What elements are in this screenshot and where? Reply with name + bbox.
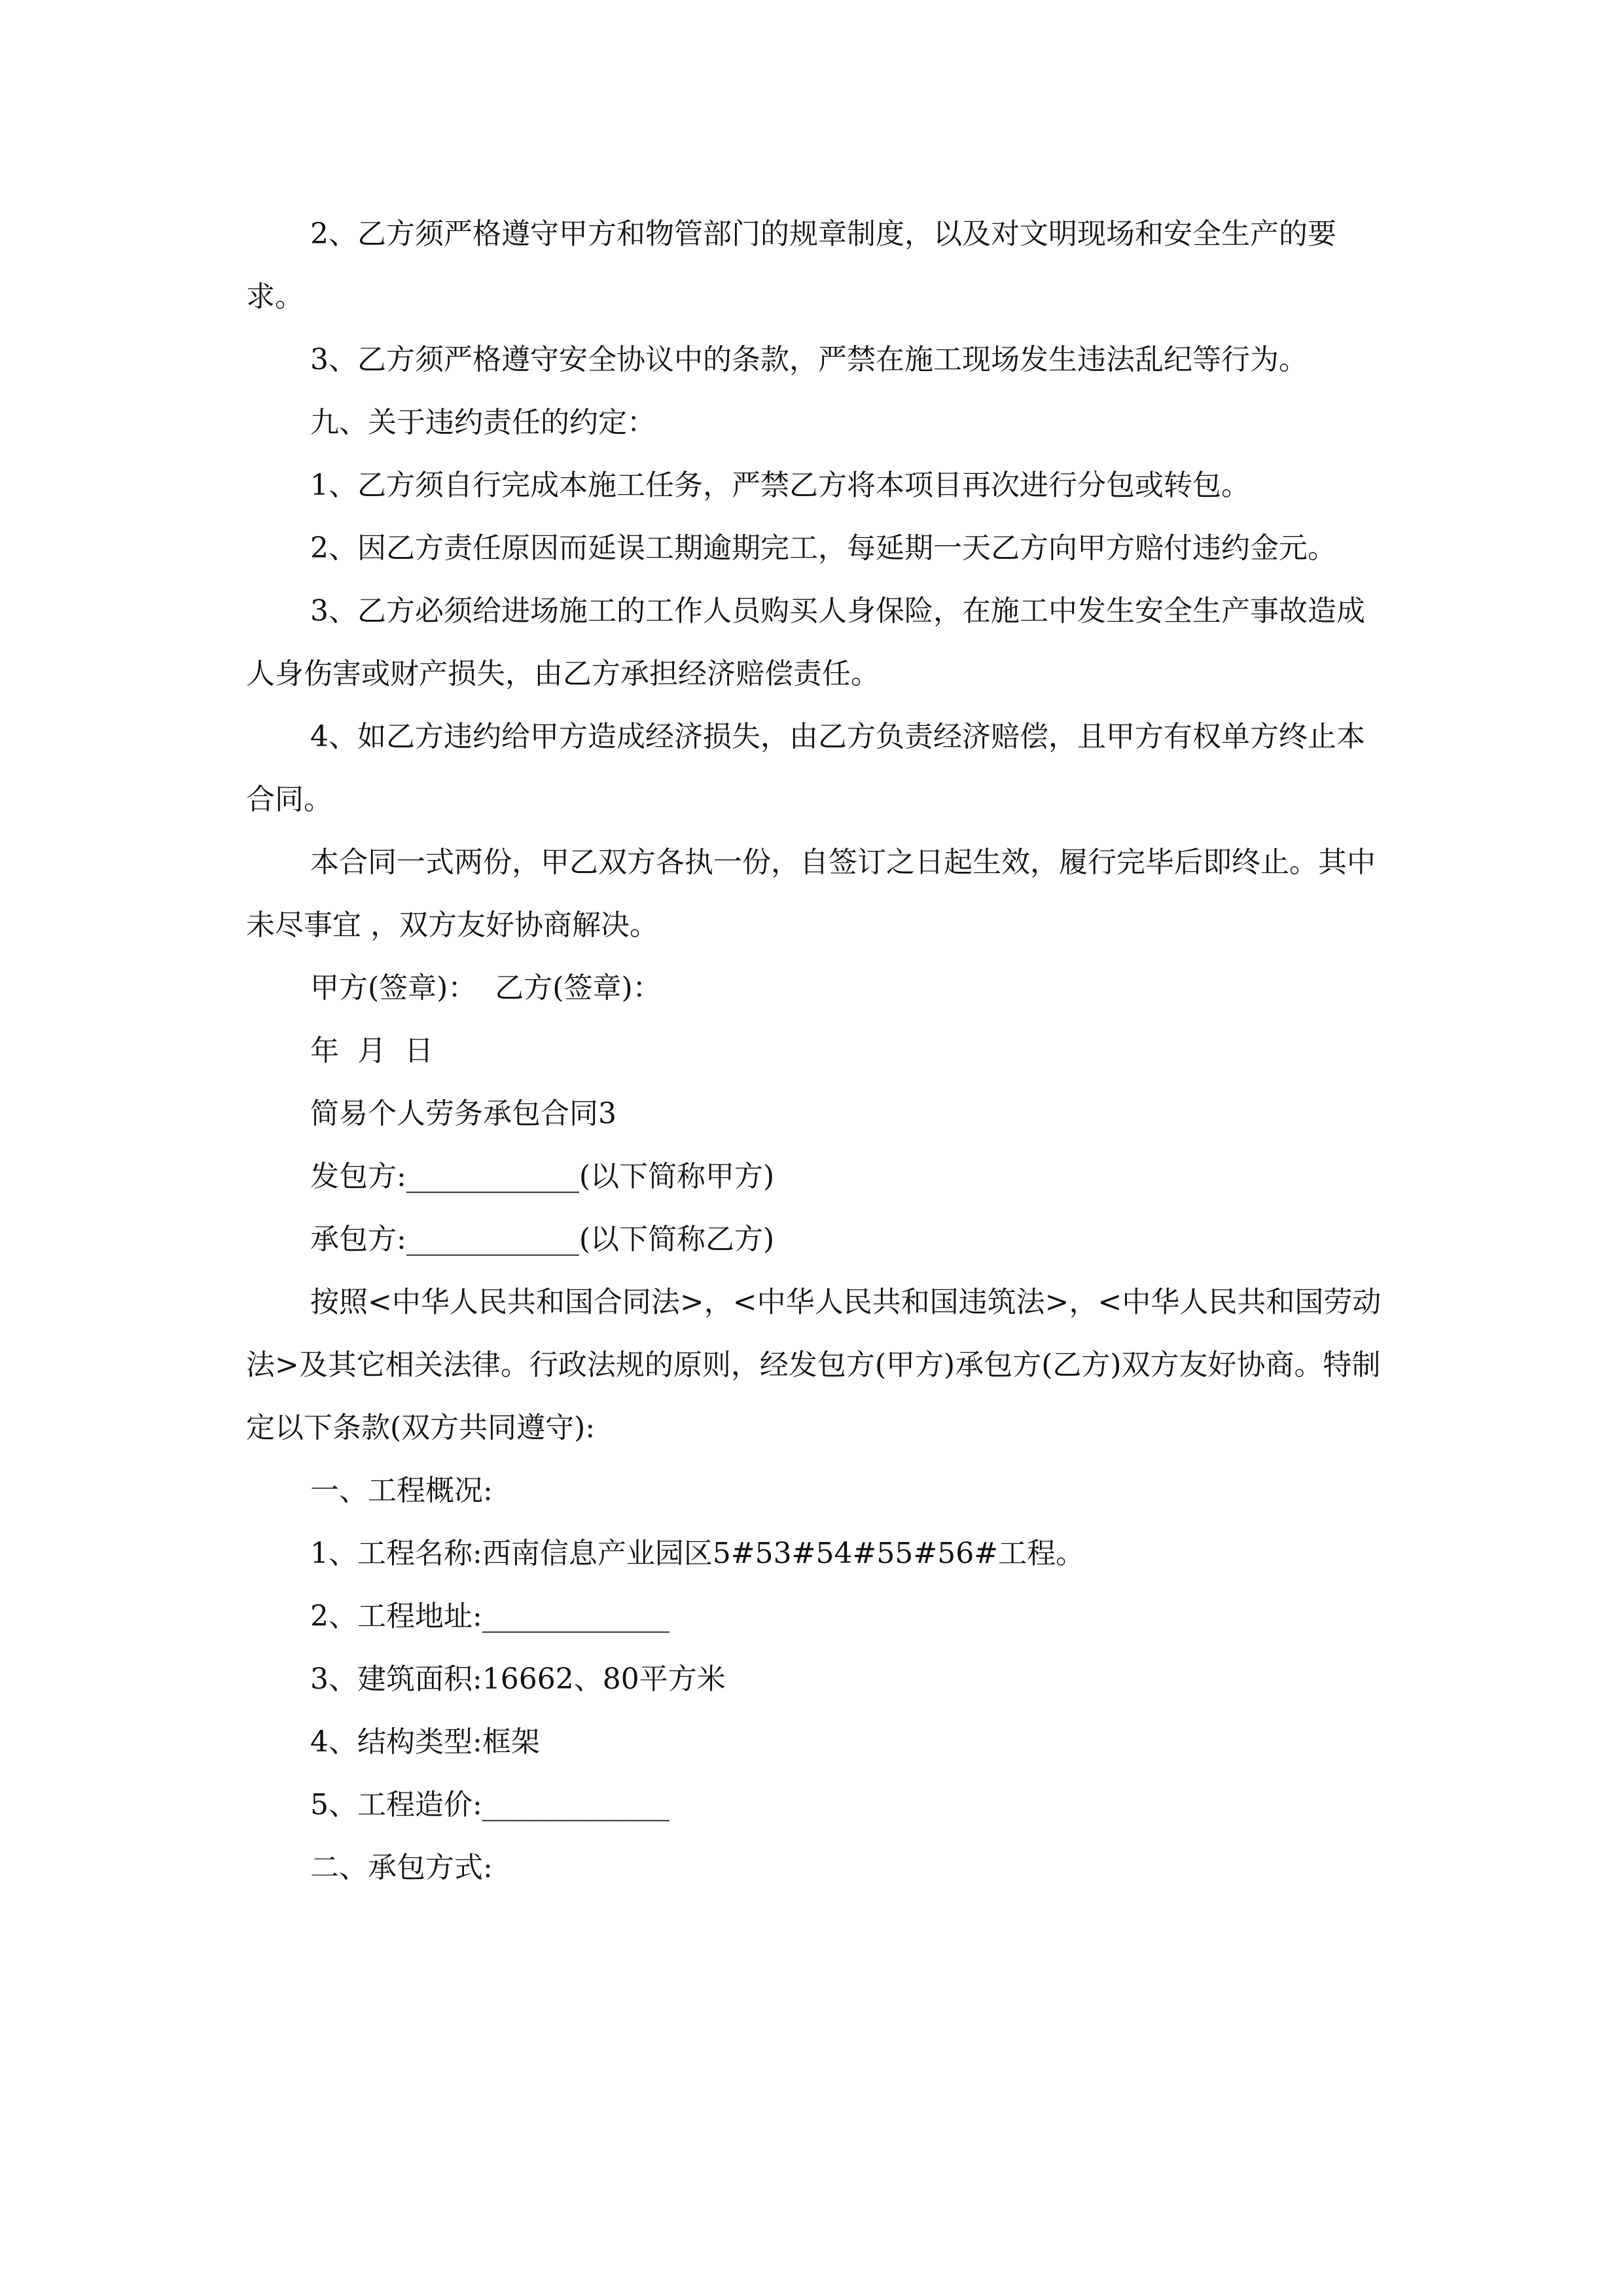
overview-project-cost: 5、工程造价:_____________	[310, 1788, 669, 1821]
paragraph-clause-9-1: 1、乙方须自行完成本施工任务，严禁乙方将本项目再次进行分包或转包。	[310, 469, 1250, 502]
party-a-line: 发包方:____________(以下简称甲方)	[310, 1160, 775, 1193]
overview-structure-type: 4、结构类型:框架	[310, 1725, 540, 1759]
paragraph-closing: 本合同一式两份，甲乙双方各执一份，自签订之日起生效，履行完毕后即终止。其中未尽事宜 ，双方友好协商解决。	[246, 846, 1376, 942]
paragraph-clause-8-2: 2、乙方须严格遵守甲方和物管部门的规章制度，以及对文明现场和安全生产的要求。	[246, 217, 1336, 314]
overview-project-address: 2、工程地址:_____________	[310, 1600, 669, 1633]
document-body	[246, 203, 1382, 1899]
paragraph-clause-8-3: 3、乙方须严格遵守安全协议中的条款，严禁在施工现场发生违法乱纪等行为。	[310, 343, 1308, 376]
signature-line: 甲方(签章)： 乙方(签章)：	[310, 971, 662, 1005]
overview-project-name: 1、工程名称:西南信息产业园区5#53#54#55#56#工程。	[310, 1537, 1085, 1570]
date-line: 年 月 日	[310, 1034, 433, 1067]
party-b-line: 承包方:____________(以下简称乙方)	[310, 1223, 775, 1256]
contract-title: 简易个人劳务承包合同3	[310, 1097, 616, 1130]
section-heading-overview: 一、工程概况:	[310, 1474, 493, 1507]
overview-building-area: 3、建筑面积:16662、80平方米	[310, 1662, 726, 1696]
paragraph-clause-9-4: 4、如乙方违约给甲方造成经济损失，由乙方负责经济赔偿，且甲方有权单方终止本合同。	[246, 720, 1365, 816]
paragraph-preamble: 按照<中华人民共和国合同法>，<中华人民共和国违筑法>，<中华人民共和国劳动法>及其它相关法律。行政法规的原则，经发包方(甲方)承包方(乙方)双方友好协商。特制定以下条款(双方共同遵守):	[246, 1285, 1382, 1444]
section-heading-breach: 九、关于违约责任的约定：	[310, 406, 656, 439]
paragraph-clause-9-3: 3、乙方必须给进场施工的工作人员购买人身保险，在施工中发生安全生产事故造成人身伤害或财产损失，由乙方承担经济赔偿责任。	[246, 594, 1365, 691]
paragraph-clause-9-2: 2、因乙方责任原因而延误工期逾期完工，每延期一天乙方向甲方赔付违约金元。	[310, 531, 1336, 565]
section-heading-contract-method: 二、承包方式:	[310, 1851, 493, 1884]
